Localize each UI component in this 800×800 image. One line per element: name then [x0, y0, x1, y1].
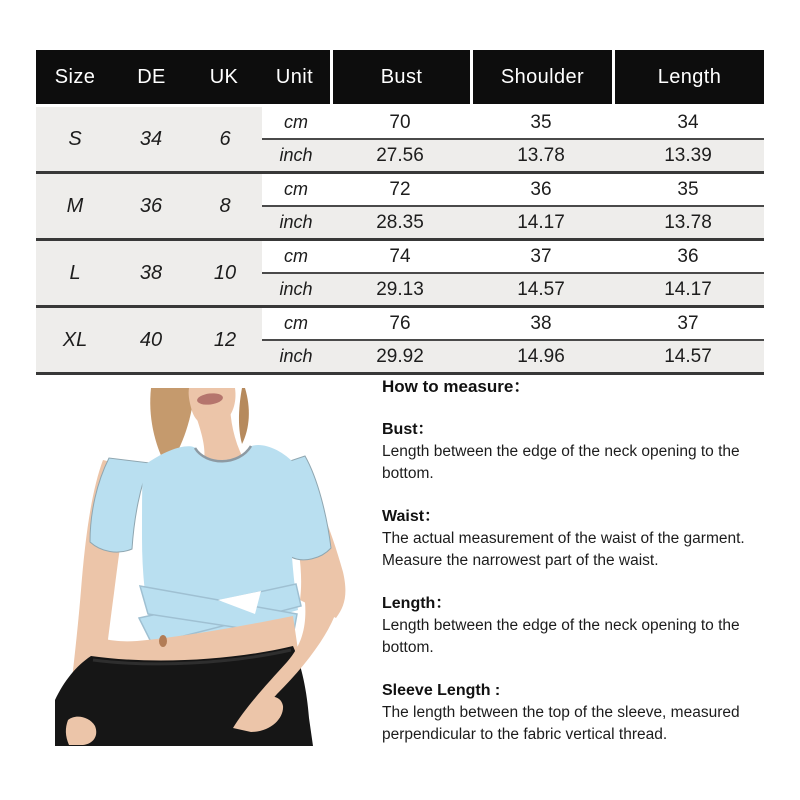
size-chart-table [36, 50, 764, 375]
shoulder-inch: 14.96 [517, 345, 565, 367]
measurements-cell [262, 174, 764, 238]
header-cell-bust: Bust [333, 50, 470, 104]
bust-inch: 29.92 [376, 345, 424, 367]
shoulder-inch: 13.78 [517, 144, 565, 166]
de-value: 40 [139, 328, 163, 351]
guide-section-label: Waist： [382, 508, 441, 525]
cm-subrow [262, 308, 764, 339]
length-cm: 36 [677, 245, 699, 267]
header-cell-uk: UK [209, 66, 239, 88]
unit-label-inch: inch [279, 346, 313, 366]
product-photo [55, 388, 365, 746]
cm-subrow [262, 107, 764, 138]
uk-value: 10 [213, 261, 237, 284]
shoulder-inch: 14.17 [517, 211, 565, 233]
crop-top-model-illustration [55, 388, 365, 746]
table-header-row [36, 50, 764, 104]
header-cell-unit: Unit [275, 66, 314, 88]
bust-cm: 76 [389, 312, 411, 334]
size-id-cell [36, 107, 262, 171]
guide-section-waist [382, 506, 784, 572]
table-header-left-block [36, 50, 330, 104]
guide-section-label: Sleeve Length : [382, 682, 501, 699]
length-inch: 13.78 [664, 211, 712, 233]
unit-label-inch: inch [279, 145, 313, 165]
row-group-divider [36, 372, 764, 375]
bust-inch: 27.56 [376, 144, 424, 166]
size-row-group [36, 107, 764, 171]
guide-section-bust [382, 419, 784, 485]
size-id-cell [36, 241, 262, 305]
unit-label-cm: cm [284, 179, 308, 199]
length-inch: 13.39 [664, 144, 712, 166]
cm-subrow [262, 241, 764, 272]
uk-value: 12 [213, 328, 237, 351]
measurements-cell [262, 308, 764, 372]
inch-subrow [262, 274, 764, 305]
hair-strand [239, 388, 249, 444]
guide-section-length [382, 593, 784, 659]
guide-section-text: The length between the top of the sleeve, measured perpendicular to the fabric vertical thread. [382, 704, 740, 743]
guide-section-text: The actual measurement of the waist of the garment. Measure the narrowest part of the waist. [382, 530, 745, 569]
bust-cm: 74 [389, 245, 411, 267]
size-value: S [68, 127, 82, 150]
size-value: M [66, 194, 84, 217]
measuring-guide [382, 376, 784, 767]
guide-section-sleeve-length [382, 680, 784, 746]
length-inch: 14.17 [664, 278, 712, 300]
unit-label-inch: inch [279, 212, 313, 232]
length-cm: 34 [677, 111, 699, 133]
guide-title: How to measure： [382, 377, 531, 396]
bust-cm: 70 [389, 111, 411, 133]
length-cm: 35 [677, 178, 699, 200]
unit-label-inch: inch [279, 279, 313, 299]
de-value: 34 [139, 127, 163, 150]
uk-value: 8 [219, 194, 231, 217]
size-row-group [36, 241, 764, 305]
inch-subrow [262, 140, 764, 171]
unit-label-cm: cm [284, 246, 308, 266]
bust-inch: 29.13 [376, 278, 424, 300]
inch-subrow [262, 341, 764, 372]
measurements-cell [262, 107, 764, 171]
de-value: 36 [139, 194, 163, 217]
shoulder-cm: 36 [530, 178, 552, 200]
header-cell-size: Size [54, 66, 96, 88]
bust-cm: 72 [389, 178, 411, 200]
guide-section-text: Length between the edge of the neck opening to the bottom. [382, 443, 740, 482]
guide-section-label: Bust： [382, 421, 434, 438]
navel [159, 635, 167, 647]
size-id-cell [36, 308, 262, 372]
header-cell-de: DE [137, 66, 166, 88]
bust-inch: 28.35 [376, 211, 424, 233]
measurements-cell [262, 241, 764, 305]
shoulder-cm: 37 [530, 245, 552, 267]
size-value: L [69, 261, 81, 284]
length-cm: 37 [677, 312, 699, 334]
header-cell-shoulder: Shoulder [473, 50, 612, 104]
guide-section-label: Length： [382, 595, 452, 612]
unit-label-cm: cm [284, 112, 308, 132]
cm-subrow [262, 174, 764, 205]
size-id-cell [36, 174, 262, 238]
size-row-group [36, 174, 764, 238]
inch-subrow [262, 207, 764, 238]
shoulder-inch: 14.57 [517, 278, 565, 300]
size-value: XL [62, 328, 88, 351]
size-row-group [36, 308, 764, 372]
unit-label-cm: cm [284, 313, 308, 333]
shoulder-cm: 38 [530, 312, 552, 334]
length-inch: 14.57 [664, 345, 712, 367]
de-value: 38 [139, 261, 163, 284]
shoulder-cm: 35 [530, 111, 552, 133]
table-body [36, 107, 764, 375]
uk-value: 6 [219, 127, 231, 150]
header-cell-length: Length [615, 50, 764, 104]
guide-section-text: Length between the edge of the neck opening to the bottom. [382, 617, 740, 656]
